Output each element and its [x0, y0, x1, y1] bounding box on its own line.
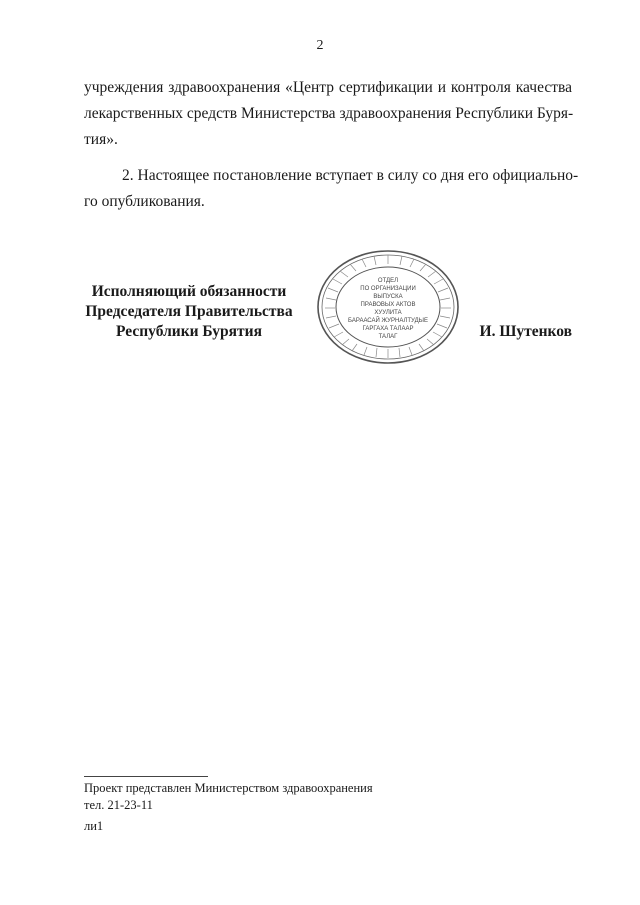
paragraph-2-line-2: го опубликования. — [84, 193, 205, 210]
footnote-phone: тел. 21-23-11 — [84, 798, 153, 812]
seal-line-2: ПО ОРГАНИЗАЦИИ — [360, 286, 416, 292]
paragraph-1-line-3: тия». — [84, 131, 118, 148]
paragraph-1-line-2: лекарственных средств Министерства здравоохранения Республики Буря- — [84, 105, 574, 122]
signatory-title-line-2: Председателя Правительства — [85, 303, 293, 320]
paragraph-2 — [84, 163, 579, 215]
footnote-source: Проект представлен Министерством здравоохранения — [84, 781, 373, 795]
signatory-title — [84, 282, 294, 342]
signatory-name: И. Шутенков — [479, 323, 572, 340]
official-seal — [314, 248, 462, 366]
signatory-title-line-1: Исполняющий обязанности — [91, 283, 287, 300]
footnote-divider — [84, 776, 208, 777]
seal-line-1: ОТДЕЛ — [377, 278, 399, 284]
footnote-code: ли1 — [84, 819, 104, 833]
paragraph-1-line-1: учреждения здравоохранения «Центр сертификации и контроля качества — [84, 79, 572, 96]
seal-line-8: ТАЛАГ — [378, 334, 398, 340]
signatory-title-line-3: Республики Бурятия — [116, 323, 262, 340]
seal-line-4: ПРАВОВЫХ АКТОВ — [360, 302, 416, 308]
seal-line-6: БАРААСАЙ ЖУРНАЛТУДЫЕ — [348, 318, 428, 324]
paragraph-2-line-1: 2. Настоящее постановление вступает в силу со дня его официально- — [122, 167, 579, 184]
seal-line-5: ХУУЛИТА — [374, 310, 402, 316]
seal-line-7: ГАРГАХА ТАЛААР — [362, 326, 414, 332]
seal-line-3: ВЫПУСКА — [373, 294, 403, 300]
page-number: 2 — [316, 38, 324, 53]
paragraph-1 — [84, 75, 572, 153]
